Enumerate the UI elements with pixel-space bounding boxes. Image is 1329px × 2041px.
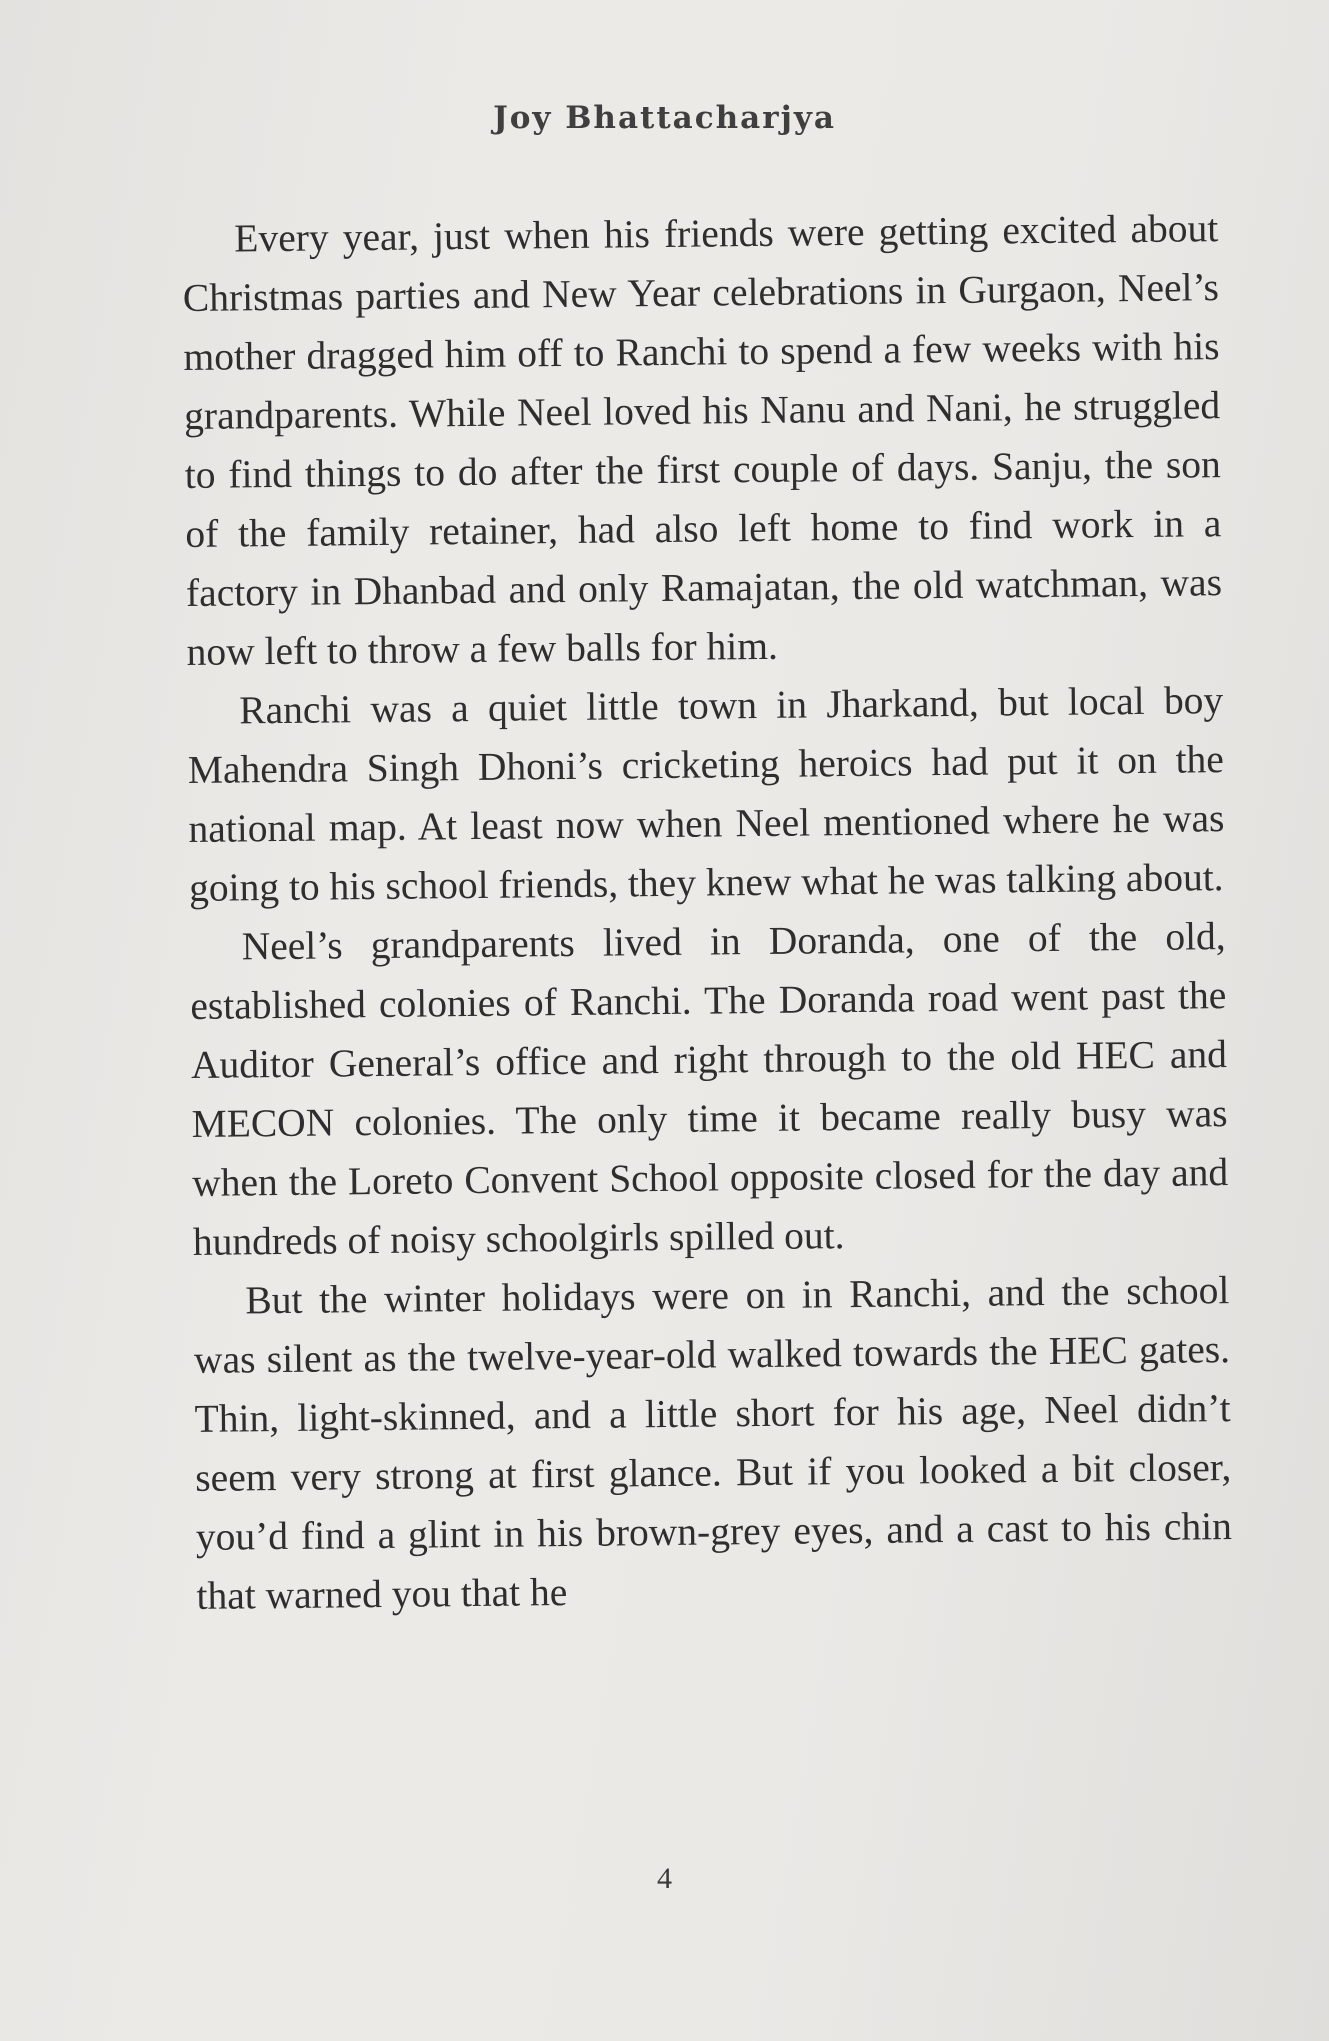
paragraph-3: Neel’s grandparents lived in Doranda, one of the old, established colonies of Ranchi. The Doranda road went past the Auditor General’s office and right through to the old HEC and MECON colonies. The only time it became really busy was when the Loreto Convent School opposite closed for the day and hundreds of noisy schoolgirls spilled out. <box>190 914 1229 1264</box>
paragraph-4: But the winter holidays were on in Ranchi, and the school was silent as the twelve-year-old walked towards the HEC gates. Thin, light-skinned, and a little short for his age, Neel didn’t seem very strong at first glance. But if you looked a bit closer, you’d find a glint in his brown-grey eyes, and a cast to his chin that warned you that he <box>193 1268 1233 1618</box>
body-text <box>182 199 1233 1626</box>
paragraph-1: Every year, just when his friends were getting excited about Christmas parties and New Year celebrations in Gurgaon, Neel’s mother dragged him off to Ranchi to spend a few weeks with his grandparents. While Neel loved his Nanu and Nani, he struggled to find things to do after the first couple of days. Sanju, the son of the family retainer, had also left home to find work in a factory in Dhanbad and only Ramajatan, the old watchman, was now left to throw a few balls for him. <box>182 206 1223 674</box>
running-head-author: Joy Bhattacharjya <box>493 100 836 136</box>
page-number: 4 <box>657 1862 672 1895</box>
paragraph-2: Ranchi was a quiet little town in Jharkand, but local boy Mahendra Singh Dhoni’s cricketing heroics had put it on the national map. At least now when Neel mentioned where he was going to his school friends, they knew what he was talking about. <box>187 678 1225 910</box>
